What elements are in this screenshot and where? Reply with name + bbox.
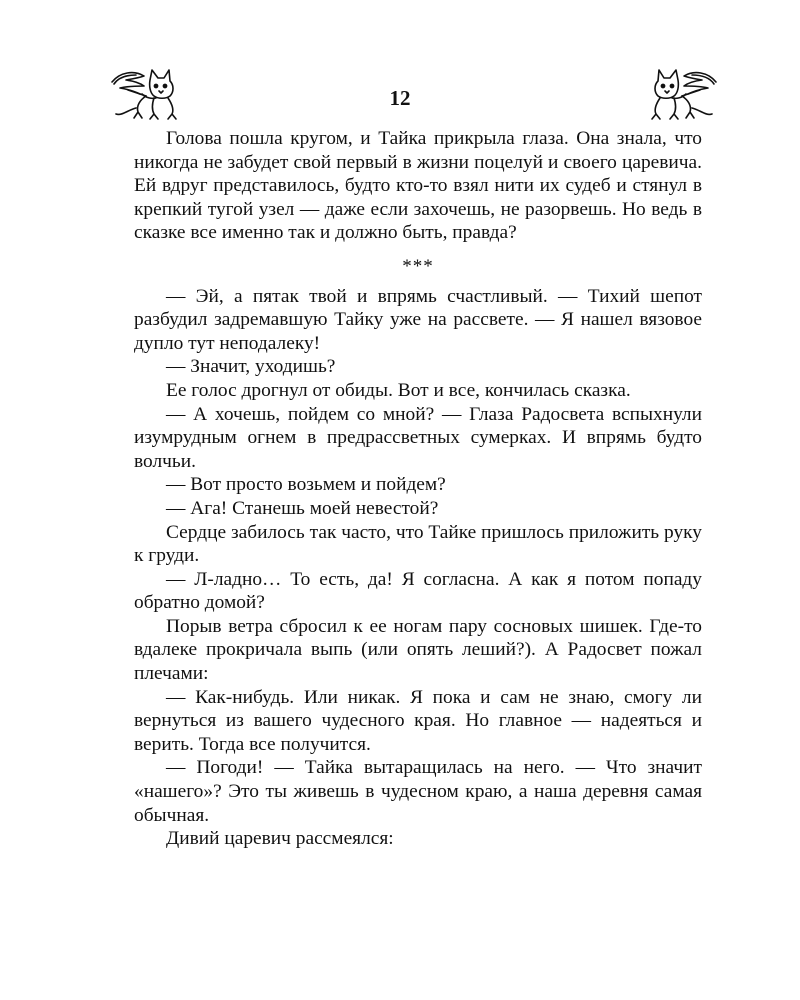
paragraph: Порыв ветра сбросил к ее ногам пару сосновых шишек. Где-то вдалеке прокричала выпь (или опять леший?). А Радосвет пожал плечами: [134, 615, 702, 685]
paragraph: — Эй, а пятак твой и впрямь счастливый. — Тихий шепот разбудил задремавшую Тайку уже на рассвете. — Я нашел вязовое дупло тут неподалеку! [134, 285, 702, 354]
paragraph: — Как-нибудь. Или никак. Я пока и сам не знаю, смогу ли вернуться из вашего чудесного края. Но главное — надеяться и верить. Тогда все получится. [134, 686, 702, 755]
page-number: 12 [389, 86, 411, 110]
winged-cat-ornament-icon [640, 64, 722, 122]
paragraph: — А хочешь, пойдем со мной? — Глаза Радосвета вспыхнули изумрудным огнем в предрассветных сумерках. И впрямь будто волчьи. [134, 403, 702, 472]
paragraph: Голова пошла кругом, и Тайка прикрыла глаза. Она знала, что никогда не забудет свой первый в жизни поцелуй и своего царевича. Ей вдруг представилось, будто кто-то взял нити их судеб и стянул в крепкий тугой узел — даже если захочешь, не разорвешь. Но ведь в сказке все именно так и должно быть, правда? [134, 128, 702, 244]
paragraph: — Л-ладно… То есть, да! Я согласна. А как я потом попаду обратно домой? [134, 568, 702, 614]
paragraph: Ее голос дрогнул от обиды. Вот и все, кончилась сказка. [166, 379, 631, 401]
page-body [134, 127, 702, 851]
page-header [0, 60, 800, 130]
paragraph: Сердце забилось так часто, что Тайке пришлось приложить руку к груди. [134, 521, 702, 567]
paragraph: — Вот просто возьмем и пойдем? [166, 474, 446, 496]
paragraph: — Ага! Станешь моей невестой? [166, 497, 439, 519]
paragraph: — Значит, уходишь? [166, 356, 336, 378]
paragraph: — Погоди! — Тайка вытаращилась на него. — Что значит «нашего»? Это ты живешь в чудесном краю, а наша деревня самая обычная. [134, 757, 702, 826]
paragraph: Дивий царевич рассмеялся: [166, 828, 394, 850]
scene-separator: *** [402, 255, 434, 277]
